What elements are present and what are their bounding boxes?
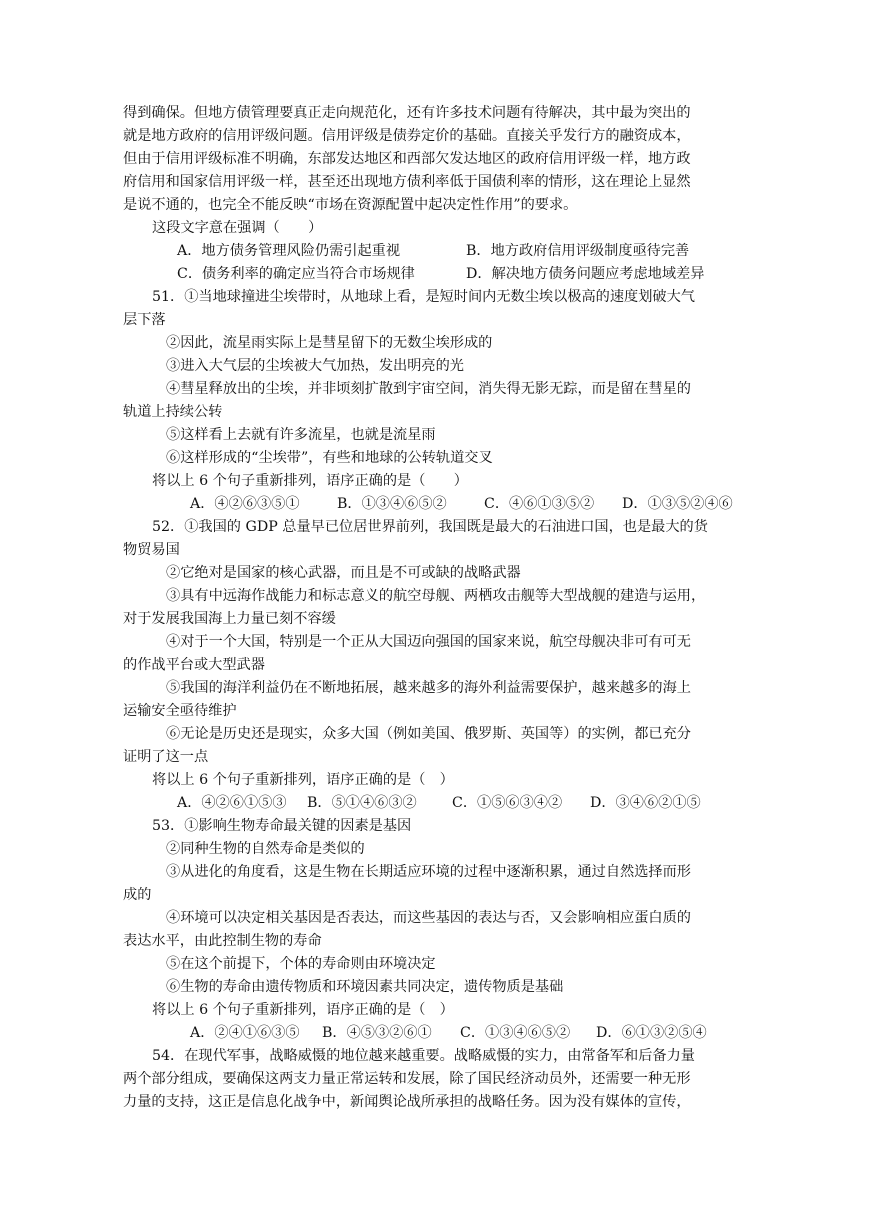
q53-option-c: C．①③④⑥⑤② bbox=[460, 1025, 571, 1041]
q51-option-a: A．④②⑥③⑤① bbox=[190, 496, 300, 512]
paragraph-line: 但由于信用评级标准不明确，东部发达地区和西部欠发达地区的政府信用评级一样，地方政 bbox=[123, 151, 691, 167]
q53-option-d: D．⑥①③②⑤④ bbox=[596, 1025, 707, 1041]
question-52-line: ③具有中远海作战能力和标志意义的航空母舰、两栖攻击舰等大型战舰的建造与运用， bbox=[166, 588, 706, 604]
q51-option-c: C．④⑥①③⑤② bbox=[484, 496, 595, 512]
q52-option-d: D．③④⑥②①⑤ bbox=[590, 795, 701, 811]
question-52-line: ⑥无论是历史还是现实，众多大国（例如美国、俄罗斯、英国等）的实例，都已充分 bbox=[166, 726, 691, 742]
option-b: B．地方政府信用评级制度亟待完善 bbox=[466, 243, 690, 259]
question-54-line: 两个部分组成，要确保这两支力量正常运转和发展，除了国民经济动员外，还需要一种无形 bbox=[123, 1071, 691, 1087]
q51-option-b: B．①③④⑥⑤② bbox=[337, 496, 447, 512]
paragraph-line: 得到确保。但地方债管理要真正走向规范化，还有许多技术问题有待解决，其中最为突出的 bbox=[123, 105, 691, 121]
question-52-line: 运输安全亟待维护 bbox=[123, 703, 237, 719]
question-54-line: 54．在现代军事，战略威慑的地位越来越重要。战略威慑的实力，由常备军和后备力量 bbox=[152, 1048, 695, 1064]
question-54-line: 力量的支持，这正是信息化战争中，新闻舆论战所承担的战略任务。因为没有媒体的宣传， bbox=[123, 1094, 691, 1110]
question-51-line: 51．①当地球撞进尘埃带时，从地球上看，是短时间内无数尘埃以极高的速度划破大气 bbox=[152, 289, 695, 305]
question-52-line: 的作战平台或大型武器 bbox=[123, 657, 265, 673]
question-52-prompt: 将以上 6 个句子重新排列，语序正确的是（ ） bbox=[152, 772, 454, 788]
q51-option-d: D．①③⑤②④⑥ bbox=[622, 496, 733, 512]
question-53-line: 53．①影响生物寿命最关键的因素是基因 bbox=[152, 818, 412, 834]
q52-option-a: A．④②⑥①⑤③ bbox=[177, 795, 287, 811]
question-53-prompt: 将以上 6 个句子重新排列，语序正确的是（ ） bbox=[152, 1002, 454, 1018]
question-prompt: 这段文字意在强调（ ） bbox=[152, 220, 323, 236]
question-53-line: ④环境可以决定相关基因是否表达，而这些基因的表达与否，又会影响相应蛋白质的 bbox=[166, 910, 691, 926]
question-52-line: 物贸易国 bbox=[123, 542, 180, 558]
question-52-line: ⑤我国的海洋利益仍在不断地拓展，越来越多的海外利益需要保护，越来越多的海上 bbox=[166, 680, 691, 696]
question-51-line: 层下落 bbox=[123, 312, 166, 328]
question-51-line: ⑤这样看上去就有许多流星，也就是流星雨 bbox=[166, 427, 436, 443]
question-51-line: ⑥这样形成的“尘埃带”，有些和地球的公转轨道交叉 bbox=[166, 450, 493, 466]
question-52-line: 52．①我国的 GDP 总量早已位居世界前列，我国既是最大的石油进口国，也是最大的货 bbox=[152, 519, 708, 535]
question-53-line: ③从进化的角度看，这是生物在长期适应环境的过程中逐渐积累，通过自然选择而形 bbox=[166, 864, 691, 880]
q52-option-c: C．①⑤⑥③④② bbox=[452, 795, 563, 811]
question-53-line: ⑤在这个前提下，个体的寿命则由环境决定 bbox=[166, 956, 436, 972]
question-53-line: 表达水平，由此控制生物的寿命 bbox=[123, 933, 322, 949]
question-53-line: ②同种生物的自然寿命是类似的 bbox=[166, 841, 365, 857]
question-51-line: ④彗星释放出的尘埃，并非顷刻扩散到宇宙空间，消失得无影无踪，而是留在彗星的 bbox=[166, 381, 691, 397]
q53-option-a: A．②④①⑥③⑤ bbox=[190, 1025, 300, 1041]
question-51-line: ②因此，流星雨实际上是彗星留下的无数尘埃形成的 bbox=[166, 335, 493, 351]
q53-option-b: B．④⑤③②⑥① bbox=[322, 1025, 432, 1041]
option-d: D．解决地方债务问题应考虑地域差异 bbox=[466, 266, 705, 282]
question-52-line: ④对于一个大国，特别是一个正从大国迈向强国的国家来说，航空母舰决非可有可无 bbox=[166, 634, 691, 650]
question-53-line: ⑥生物的寿命由遗传物质和环境因素共同决定，遗传物质是基础 bbox=[166, 979, 564, 995]
paragraph-line: 是说不通的，也完全不能反映“市场在资源配置中起决定性作用”的要求。 bbox=[123, 197, 578, 213]
option-a: A．地方债务管理风险仍需引起重视 bbox=[177, 243, 401, 259]
q52-option-b: B．⑤①④⑥③② bbox=[307, 795, 417, 811]
question-53-line: 成的 bbox=[123, 887, 152, 903]
paragraph-line: 就是地方政府的信用评级问题。信用评级是债券定价的基础。直接关乎发行方的融资成本， bbox=[123, 128, 691, 144]
paragraph-line: 府信用和国家信用评级一样，甚至还出现地方债利率低于国债利率的情形，这在理论上显然 bbox=[123, 174, 691, 190]
option-c: C．债务利率的确定应当符合市场规律 bbox=[177, 266, 415, 282]
question-52-line: 证明了这一点 bbox=[123, 749, 209, 765]
question-52-line: ②它绝对是国家的核心武器，而且是不可或缺的战略武器 bbox=[166, 565, 521, 581]
question-51-prompt: 将以上 6 个句子重新排列，语序正确的是（ ） bbox=[152, 473, 468, 489]
question-51-line: ③进入大气层的尘埃被大气加热，发出明亮的光 bbox=[166, 358, 464, 374]
question-52-line: 对于发展我国海上力量已刻不容缓 bbox=[123, 611, 336, 627]
question-51-line: 轨道上持续公转 bbox=[123, 404, 223, 420]
